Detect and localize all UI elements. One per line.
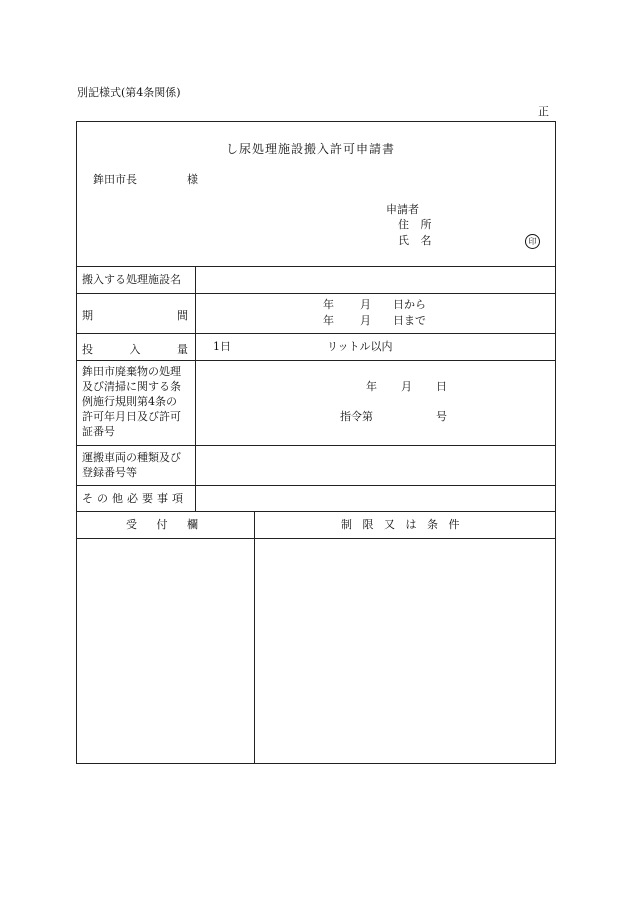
- row-line: [76, 360, 556, 361]
- permit-label-line: 許可年月日及び許可: [82, 410, 181, 423]
- facility-label: 搬入する処理施設名: [82, 273, 181, 286]
- permit-order-suffix: 号: [436, 410, 447, 423]
- period-to-year: 年: [323, 314, 334, 327]
- honorific: 様: [187, 173, 198, 186]
- permit-day: 日: [436, 380, 447, 393]
- conditions-box[interactable]: [255, 539, 555, 763]
- row-line: [76, 445, 556, 446]
- address-label: 住 所: [398, 218, 432, 231]
- amount-per-day: 1日: [213, 340, 231, 353]
- period-label-char: 期: [82, 309, 93, 322]
- row-line: [76, 266, 556, 267]
- name-label: 氏 名: [398, 234, 432, 247]
- period-label: [82, 307, 188, 323]
- other-label: その他必要事項: [82, 492, 187, 505]
- permit-label-line: 鉾田市廃棄物の処理: [82, 365, 181, 378]
- permit-month: 月: [401, 380, 412, 393]
- permit-label-line: 及び清掃に関する条: [82, 380, 181, 393]
- vehicle-label-line: 登録番号等: [82, 466, 137, 479]
- period-from-day: 日から: [393, 298, 426, 311]
- reception-label: 受 付 欄: [126, 518, 198, 531]
- applicant-label: 申請者: [386, 203, 419, 216]
- period-to-day: 日まで: [393, 314, 426, 327]
- amount-label-char: 投: [82, 343, 93, 356]
- amount-label-char: 量: [177, 343, 188, 356]
- addressee: 鉾田市長: [93, 173, 137, 186]
- period-to-month: 月: [360, 314, 371, 327]
- table-border-right: [555, 121, 556, 764]
- period-label-char: 間: [177, 309, 188, 322]
- period-from-month: 月: [360, 298, 371, 311]
- permit-label-line: 証番号: [82, 425, 115, 438]
- amount-unit: リットル以内: [327, 340, 393, 353]
- table-border-top: [76, 121, 556, 122]
- form-title: し尿処理施設搬入許可申請書: [226, 142, 396, 156]
- permit-order-prefix: 指令第: [340, 410, 373, 423]
- amount-label: [82, 341, 188, 357]
- permit-year: 年: [366, 380, 377, 393]
- amount-label-char: 入: [129, 343, 141, 356]
- form-reference: 別記様式(第4条関係): [77, 86, 181, 99]
- row-line: [76, 293, 556, 294]
- seal-mark: 印: [525, 234, 540, 249]
- period-from-year: 年: [323, 298, 334, 311]
- copy-mark: 正: [538, 105, 549, 118]
- row-line: [76, 333, 556, 334]
- label-column-divider: [195, 266, 196, 511]
- table-border-bottom: [76, 763, 556, 764]
- row-line: [76, 511, 556, 512]
- permit-label-line: 例施行規則第4条の: [82, 395, 177, 408]
- reception-box[interactable]: [77, 539, 254, 763]
- row-line: [76, 485, 556, 486]
- conditions-label: 制 限 又 は 条 件: [341, 518, 460, 531]
- vehicle-label-line: 運搬車両の種類及び: [82, 451, 181, 464]
